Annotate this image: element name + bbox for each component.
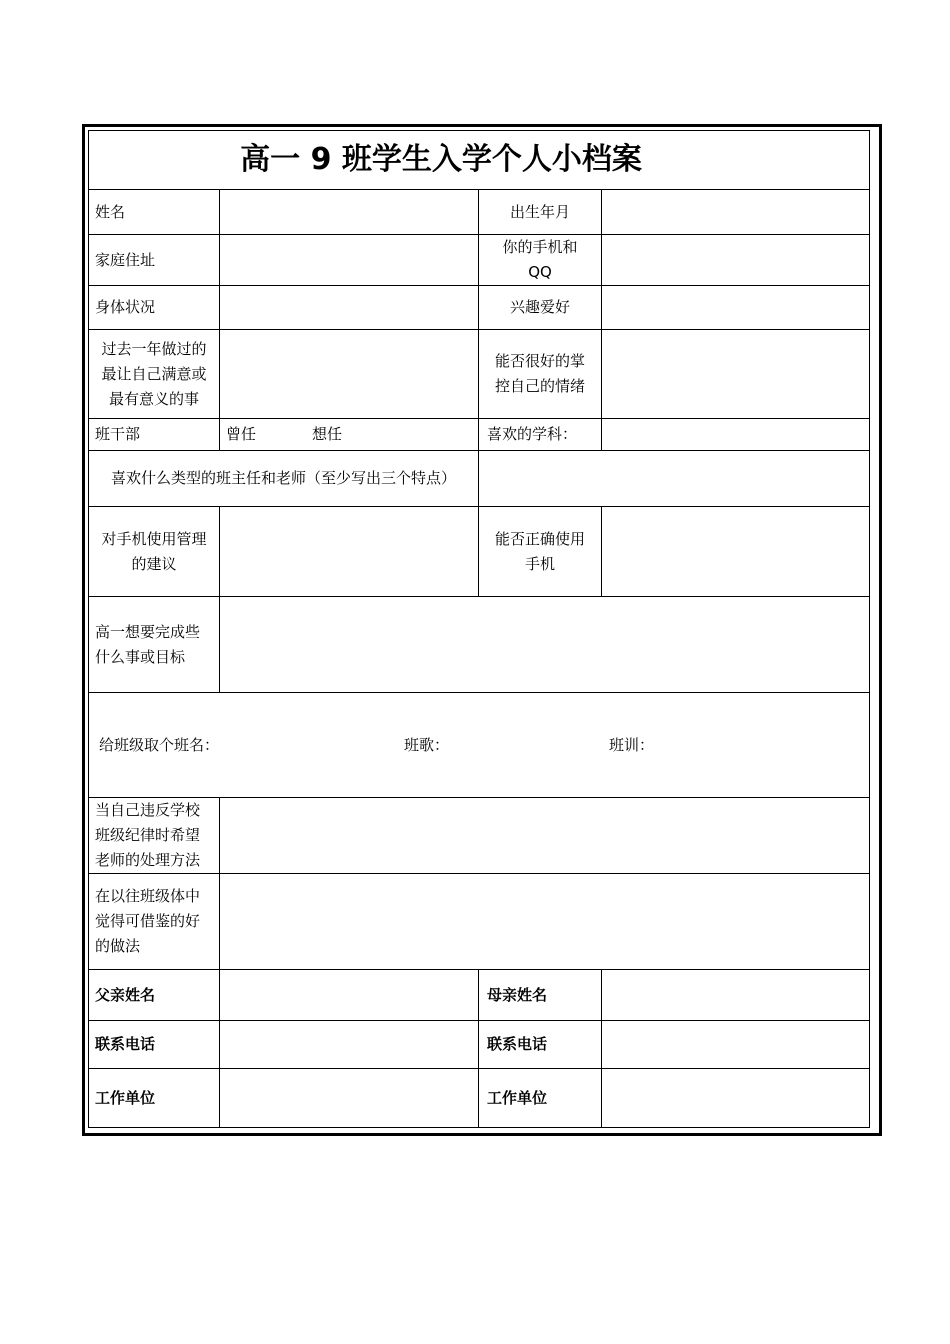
label-goals — [89, 597, 220, 693]
input-health[interactable] — [220, 286, 479, 330]
input-name[interactable] — [220, 190, 479, 235]
cadre-options — [220, 419, 479, 451]
label-phone-qq-line2: QQ — [528, 263, 552, 281]
label-discipline-line2: 班级纪律时希望 — [95, 826, 201, 844]
label-discipline-line1: 当自己违反学校 — [95, 801, 201, 819]
input-phone-use[interactable] — [602, 507, 870, 597]
label-fav-subject: 喜欢的学科： — [479, 419, 602, 451]
label-emotion-line1: 能否很好的掌 — [494, 352, 585, 370]
label-class-motto: 班训： — [609, 735, 655, 754]
label-phone-mgmt-line1: 对手机使用管理 — [101, 529, 207, 548]
input-emotion[interactable] — [602, 330, 870, 419]
input-mother-phone[interactable] — [602, 1021, 870, 1069]
student-profile-form — [88, 130, 870, 1128]
label-discipline-line3: 老师的处理方法 — [95, 851, 201, 869]
label-phone-qq — [479, 235, 602, 286]
input-father-name[interactable] — [220, 970, 479, 1021]
input-phone-qq[interactable] — [602, 235, 870, 286]
form-title: 高一 9 班学生入学个人小档案 — [89, 131, 870, 190]
label-emotion — [479, 330, 602, 419]
label-emotion-line2: 控自己的情绪 — [494, 377, 585, 395]
input-mother-name[interactable] — [602, 970, 870, 1021]
label-hobby: 兴趣爱好 — [479, 286, 602, 330]
label-health: 身体状况 — [89, 286, 220, 330]
label-class-song: 班歌： — [404, 735, 450, 754]
class-identity-row — [89, 693, 870, 798]
input-past-year[interactable] — [220, 330, 479, 419]
input-goals[interactable] — [220, 597, 870, 693]
label-experience-line2: 觉得可借鉴的好 — [95, 912, 201, 930]
label-experience — [89, 874, 220, 970]
input-fav-subject[interactable] — [602, 419, 870, 451]
label-past-year-line3: 最有意义的事 — [108, 389, 199, 408]
input-birth[interactable] — [602, 190, 870, 235]
label-phone-use-line1: 能否正确使用 — [494, 529, 585, 548]
label-father-name: 父亲姓名 — [89, 970, 220, 1021]
label-goals-line2: 什么事或目标 — [95, 647, 186, 666]
label-name: 姓名 — [89, 190, 220, 235]
label-past-year-line1: 过去一年做过的 — [101, 339, 207, 358]
label-past-year-line2: 最让自己满意或 — [101, 364, 207, 383]
label-teacher-pref: 喜欢什么类型的班主任和老师（至少写出三个特点） — [89, 451, 479, 507]
input-father-phone[interactable] — [220, 1021, 479, 1069]
label-past-year — [89, 330, 220, 419]
input-experience[interactable] — [220, 874, 870, 970]
label-phone-qq-line1: 你的手机和 — [502, 238, 578, 256]
label-cadre-past: 曾任 — [226, 425, 257, 443]
input-mother-work[interactable] — [602, 1069, 870, 1128]
label-mother-name: 母亲姓名 — [479, 970, 602, 1021]
input-teacher-pref[interactable] — [479, 451, 870, 507]
label-phone-use — [479, 507, 602, 597]
label-mother-phone: 联系电话 — [479, 1021, 602, 1069]
label-cadre-want: 想任 — [312, 425, 343, 443]
label-discipline — [89, 798, 220, 874]
label-experience-line1: 在以往班级体中 — [95, 887, 201, 905]
label-father-work: 工作单位 — [89, 1069, 220, 1128]
label-birth: 出生年月 — [479, 190, 602, 235]
input-hobby[interactable] — [602, 286, 870, 330]
label-phone-mgmt — [89, 507, 220, 597]
input-discipline[interactable] — [220, 798, 870, 874]
label-experience-line3: 的做法 — [95, 937, 141, 955]
input-address[interactable] — [220, 235, 479, 286]
input-phone-mgmt[interactable] — [220, 507, 479, 597]
label-class-name: 给班级取个班名： — [99, 735, 220, 754]
label-father-phone: 联系电话 — [89, 1021, 220, 1069]
label-phone-mgmt-line2: 的建议 — [131, 554, 177, 573]
label-goals-line1: 高一想要完成些 — [95, 622, 201, 641]
label-address: 家庭住址 — [89, 235, 220, 286]
label-cadre: 班干部 — [89, 419, 220, 451]
label-mother-work: 工作单位 — [479, 1069, 602, 1128]
label-phone-use-line2: 手机 — [524, 554, 555, 573]
input-father-work[interactable] — [220, 1069, 479, 1128]
